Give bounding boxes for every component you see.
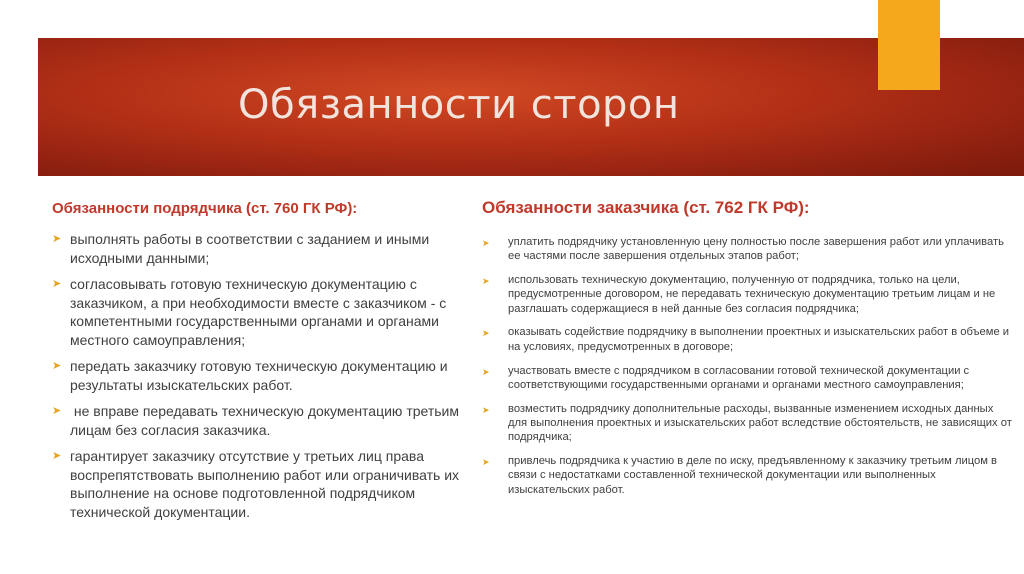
list-item: ➤ уплатить подрядчику установленную цену полностью после завершения работ или уплачивать ее частями после завершения отдельных этапов работ; (482, 236, 1004, 263)
list-item: ➤ использовать техническую документацию, полученную от подрядчика, только на цели, предусмотренные договором, не передавать техническую документацию третьим лицам и не разглашать содержащиеся в ней данные без согласия подрядчика; (482, 274, 996, 315)
contractor-duties-column (52, 196, 472, 529)
list-item: ➤ гарантирует заказчику отсутствие у третьих лиц права воспрепятствовать выполнению работ или ограничивать их выполнение на основе подготовленной подрядчиком технической документации. (52, 448, 460, 520)
arrow-bullet-icon: ➤ (52, 278, 62, 290)
arrow-bullet-icon: ➤ (482, 238, 490, 248)
list-item: ➤ возместить подрядчику дополнительные расходы, вызванные изменением исходных данных для выполнения проектных и изыскательских работ вследствие обстоятельств, не зависящих от подрядчика; (482, 402, 1012, 444)
list-item: ➤ выполнять работы в соответствии с заданием и иными исходными данными; (52, 231, 430, 266)
list-item: ➤ привлечь подрядчика к участию в деле по иску, предъявленному к заказчику третьим лицом в связи с недостатками составленной технической документации или выполненных изыскательских работ. (482, 455, 997, 496)
contractor-duties-list (52, 230, 472, 521)
list-item: ➤ участвовать вместе с подрядчиком в согласовании готовой технической документации с соответствующими государственными органами и органами местного самоуправления; (482, 364, 970, 391)
arrow-bullet-icon: ➤ (52, 360, 62, 372)
arrow-bullet-icon: ➤ (482, 366, 490, 377)
customer-duties-list (482, 235, 1012, 497)
arrow-bullet-icon: ➤ (482, 457, 490, 468)
arrow-bullet-icon: ➤ (482, 404, 490, 415)
arrow-bullet-icon: ➤ (52, 405, 62, 417)
slide-title: Обязанности сторон (238, 82, 680, 128)
list-item: ➤ не вправе передавать техническую документацию третьим лицам без согласия заказчика. (52, 403, 463, 438)
customer-duties-column (482, 196, 1012, 506)
accent-bar (878, 0, 940, 90)
list-item: ➤ согласовывать готовую техническую документацию с заказчиком, а при необходимости вместе с заказчиком - с компетентными государственными органами и органами местного самоуправления; (52, 276, 447, 348)
arrow-bullet-icon: ➤ (52, 450, 62, 462)
arrow-bullet-icon: ➤ (482, 276, 490, 287)
customer-duties-heading: Обязанности заказчика (ст. 762 ГК РФ): (482, 198, 810, 217)
arrow-bullet-icon: ➤ (52, 233, 62, 245)
list-item: ➤ оказывать содействие подрядчику в выполнении проектных и изыскательских работ в объеме и на условиях, предусмотренных в договоре; (482, 326, 1010, 353)
contractor-duties-heading: Обязанности подрядчика (ст. 760 ГК РФ): (52, 200, 358, 217)
arrow-bullet-icon: ➤ (482, 328, 490, 339)
list-item: ➤ передать заказчику готовую техническую документацию и результаты изыскательских работ. (52, 358, 448, 393)
